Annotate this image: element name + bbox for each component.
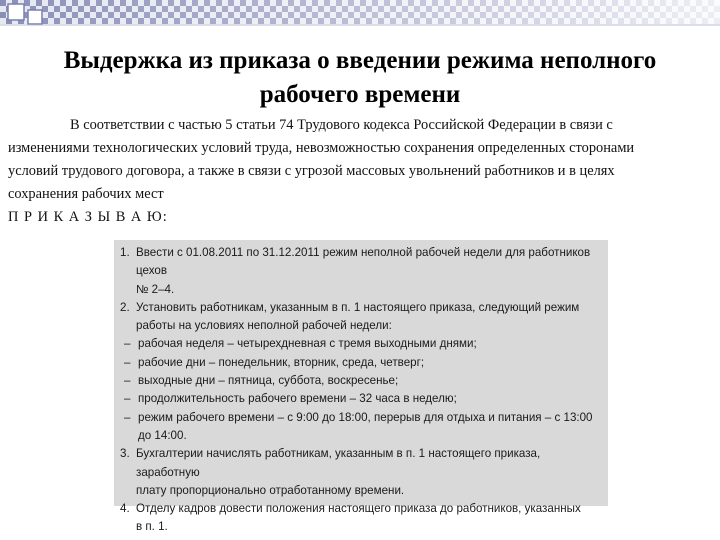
subitem-text: рабочая неделя – четырехдневная с тремя выходными днями;: [138, 337, 477, 351]
subitem-text: рабочие дни – понедельник, вторник, среда, четверг;: [138, 355, 425, 369]
intro-line: изменениями технологических условий труда, невозможностью сохранения определенных сторонами: [8, 140, 635, 156]
item-number: 4.: [120, 502, 130, 516]
item-number: 2.: [120, 300, 130, 314]
order-item: [120, 299, 602, 317]
order-subitem: [120, 354, 602, 372]
slide-title: [0, 44, 720, 112]
order-subitem: [120, 335, 602, 353]
item-text: Отделу кадров довести положения настоящего приказа до работников, указанных: [136, 502, 581, 516]
item-text: работы на условиях неполной рабочей недели:: [136, 319, 392, 333]
dash-bullet: –: [124, 392, 131, 406]
intro-line: условий трудового договора, а также в связи с угрозой массовых увольнений работников и в целях: [8, 163, 615, 179]
item-number: 3.: [120, 447, 130, 461]
intro-line: сохранения рабочих мест: [8, 186, 164, 202]
subitem-text: выходные дни – пятница, суббота, воскресенье;: [138, 374, 399, 388]
order-item-continuation: [120, 482, 602, 500]
checkered-header-decoration: [0, 0, 720, 32]
title-line: рабочего времени: [259, 81, 461, 108]
order-subitem: [120, 390, 602, 408]
item-text: Бухгалтерии начислять работникам, указанным в п. 1 настоящего приказа, заработную: [136, 447, 541, 479]
order-item-continuation: [120, 317, 602, 335]
prikaz-heading: П Р И К А З Ы В А Ю:: [8, 209, 168, 225]
order-item-continuation: [120, 281, 602, 299]
order-subitem-continuation: [120, 427, 602, 445]
order-excerpt: [114, 240, 608, 534]
order-item: [120, 445, 602, 482]
order-subitem: [120, 372, 602, 390]
item-number: 1.: [120, 246, 130, 259]
dash-bullet: –: [124, 337, 131, 351]
title-line: Выдержка из приказа о введении режима неполного: [63, 47, 657, 74]
item-text: Ввести с 01.08.2011 по 31.12.2011 режим неполной рабочей недели для работников цехов: [136, 246, 591, 278]
subitem-text: продолжительность рабочего времени – 32 часа в неделю;: [138, 392, 457, 406]
order-subitem: [120, 409, 602, 427]
order-item-continuation: [120, 518, 602, 536]
dash-bullet: –: [124, 355, 131, 369]
dash-bullet: –: [124, 374, 131, 388]
subitem-text: до 14:00.: [138, 428, 187, 442]
item-text: Установить работникам, указанным в п. 1 настоящего приказа, следующий режим: [136, 300, 580, 314]
item-text: № 2–4.: [136, 282, 175, 296]
intro-line: В соответствии с частью 5 статьи 74 Трудового кодекса Российской Федерации в связи с: [70, 117, 613, 133]
dash-bullet: –: [124, 410, 131, 424]
intro-paragraph: [8, 114, 712, 229]
order-item: [120, 244, 602, 281]
order-item: [120, 500, 602, 518]
subitem-text: режим рабочего времени – с 9:00 до 18:00, перерыв для отдыха и питания – с 13:00: [138, 410, 593, 424]
item-text: плату пропорционально отработанному времени.: [136, 483, 405, 497]
item-text: в п. 1.: [136, 520, 168, 534]
